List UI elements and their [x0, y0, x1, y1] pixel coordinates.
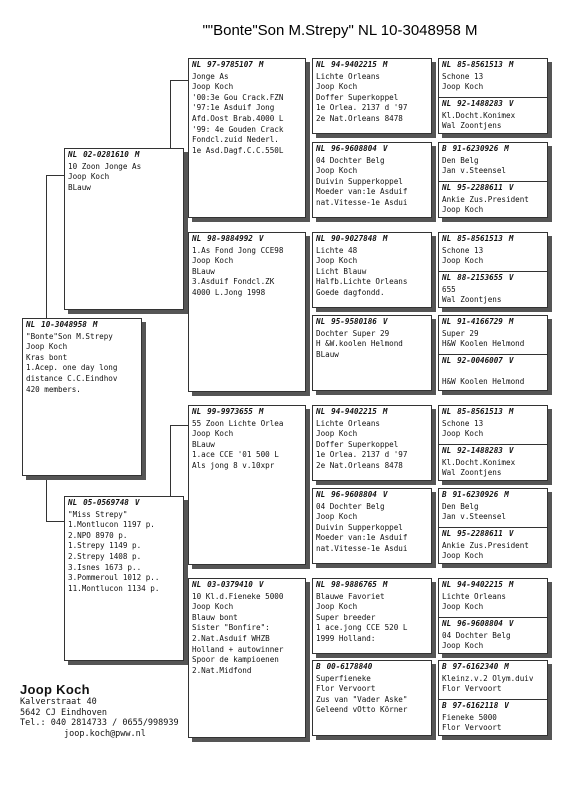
card-line: Wal Zoontjens	[442, 295, 502, 305]
connector-line	[46, 175, 47, 321]
country-code: NL	[442, 529, 452, 538]
card-line: '00:3e Gou Crack.FZN	[192, 92, 284, 102]
pigeon-card-sdd	[312, 315, 432, 391]
card-line: Als jong 8 v.10xpr	[192, 460, 275, 470]
ring-number: 92-0046007	[457, 356, 503, 365]
ring-number: 00-6178840	[326, 662, 373, 671]
card-line: Superfieneke	[316, 673, 371, 683]
country-code: NL	[442, 234, 452, 243]
pigeon-pair-card	[438, 142, 548, 218]
sex-marker: V	[258, 580, 264, 589]
ring-number: 95-9580186	[331, 317, 377, 326]
card-line: nat.Vitesse-1e Asdui	[316, 197, 408, 207]
country-code: B	[442, 701, 447, 710]
ring-number: 85-8561513	[457, 407, 503, 416]
sex-marker: M	[382, 580, 388, 589]
sex-marker: M	[382, 60, 388, 69]
card-line: Ankie Zus.President	[442, 194, 529, 204]
card-line: Halfb.Lichte Orleans	[316, 277, 408, 287]
card-line: 1 ace.jong CCE 520 L	[316, 623, 408, 633]
pigeon-card-ds	[188, 405, 306, 565]
country-code: NL	[442, 183, 452, 192]
ring-number: 03-0379410	[207, 580, 253, 589]
sex-marker: M	[382, 234, 388, 243]
card-line: Moeder van:1e Asduif	[316, 533, 408, 543]
country-code: NL	[442, 580, 452, 589]
ring-number: 94-9402215	[331, 60, 377, 69]
country-code: NL	[316, 317, 326, 326]
card-line: 3.Pommeroul 1012 p..	[68, 573, 160, 583]
pigeon-pair-card	[438, 232, 548, 308]
country-code: NL	[316, 490, 326, 499]
card-line: 2.NPO 8970 p.	[68, 530, 128, 540]
sex-marker: V	[134, 498, 140, 507]
ring-number: 99-9973655	[207, 407, 253, 416]
sex-marker: M	[258, 407, 264, 416]
country-code: NL	[442, 60, 452, 69]
card-line: Goede dagfondd.	[316, 287, 385, 297]
card-line: 2e Nat.Orleans 8478	[316, 460, 403, 470]
country-code: NL	[442, 273, 452, 282]
sex-marker: V	[508, 446, 514, 455]
ring-number: 94-9402215	[331, 407, 377, 416]
card-line: 2.Strepy 1408 p.	[68, 551, 142, 561]
sex-marker: V	[508, 99, 514, 108]
card-line: Flor Vervoort	[442, 684, 502, 694]
card-line: 1e Orlea. 2137 d '97	[316, 103, 408, 113]
card-line: Kleinz.v.2 Olym.duiv	[442, 673, 534, 683]
breeder-name: Joop Koch	[20, 682, 90, 697]
pigeon-pair-card	[438, 488, 548, 564]
country-code: NL	[68, 150, 78, 159]
card-line: H&W Koolen Helmond	[442, 376, 525, 386]
country-code: NL	[26, 320, 36, 329]
card-line: Joop Koch	[192, 602, 234, 612]
card-line: 1.Acep. one day long	[26, 363, 118, 373]
country-code: NL	[316, 234, 326, 243]
card-line: 1999 Holland:	[316, 633, 376, 643]
sex-marker: M	[508, 580, 514, 589]
card-line: Joop Koch	[316, 602, 358, 612]
sex-marker: M	[134, 150, 140, 159]
pigeon-card-sire	[64, 148, 184, 310]
card-line: "Miss Strepy"	[68, 509, 128, 519]
connector-line	[46, 521, 66, 522]
card-line: BLauw	[192, 439, 215, 449]
card-line: H&W Koolen Helmond	[442, 339, 525, 349]
card-line: 10 Zoon Jonge As	[68, 161, 142, 171]
sex-marker: M	[504, 490, 509, 499]
ring-number: 97-6162118	[452, 701, 499, 710]
card-line: Moeder van:1e Asduif	[316, 187, 408, 197]
card-line: Lichte Orleans	[316, 418, 381, 428]
card-line: Afd.Oost Brab.4000 L	[192, 113, 284, 123]
card-line: Jan v.Steensel	[442, 512, 507, 522]
card-line: Joop Koch	[442, 641, 484, 651]
page-title: ""Bonte"Son M.Strepy" NL 10-3048958 M	[202, 22, 478, 39]
card-line: 2.Nat.Midfond	[192, 665, 252, 675]
country-code: NL	[442, 99, 452, 108]
card-line: Joop Koch	[316, 512, 358, 522]
card-line: Joop Koch	[68, 172, 110, 182]
ring-number: 94-9402215	[457, 580, 503, 589]
card-line: Duivin Supperkoppel	[316, 522, 403, 532]
card-line: 420 members.	[26, 384, 81, 394]
card-line: Joop Koch	[192, 256, 234, 266]
sex-marker: V	[508, 529, 514, 538]
pigeon-card-ssd	[312, 142, 432, 218]
card-line: 1e Orlea. 2137 d '97	[316, 450, 408, 460]
sex-marker: V	[508, 356, 514, 365]
card-line: Schone 13	[442, 418, 484, 428]
country-code: NL	[316, 60, 326, 69]
pigeon-card-subject	[22, 318, 142, 476]
card-line: Joop Koch	[442, 205, 484, 215]
card-line: distance C.C.Eindhov	[26, 373, 118, 383]
pigeon-pair-card	[438, 578, 548, 654]
card-line: Joop Koch	[316, 82, 358, 92]
card-line: 11.Montlucon 1134 p.	[68, 583, 160, 593]
pigeon-pair-card	[438, 315, 548, 391]
card-line: 04 Dochter Belg	[316, 155, 385, 165]
ring-number: 98-9886765	[331, 580, 377, 589]
sex-marker: M	[508, 317, 514, 326]
ring-number: 02-0281610	[83, 150, 129, 159]
card-line: '99: 4e Gouden Crack	[192, 124, 284, 134]
card-line: Dochter Super 29	[316, 328, 390, 338]
country-code: NL	[192, 407, 202, 416]
sex-marker: M	[508, 60, 514, 69]
card-line: Schone 13	[442, 245, 484, 255]
pigeon-card-dsd	[312, 488, 432, 564]
card-line: H &W.koolen Helmond	[316, 339, 403, 349]
card-line: Blauwe Favoriet	[316, 591, 385, 601]
ring-number: 85-8561513	[457, 234, 503, 243]
card-line: 55 Zoon Lichte Orlea	[192, 418, 284, 428]
country-code: NL	[442, 407, 452, 416]
card-line: 3.Isnes 1673 p..	[68, 562, 142, 572]
card-line: Joop Koch	[442, 256, 484, 266]
ring-number: 97-6162340	[452, 662, 499, 671]
card-line: Jan v.Steensel	[442, 166, 507, 176]
sex-marker: V	[508, 619, 514, 628]
connector-line	[170, 425, 190, 426]
pigeon-pair-card	[438, 58, 548, 134]
connector-line	[170, 80, 171, 148]
country-code: NL	[316, 407, 326, 416]
country-code: B	[442, 490, 447, 499]
card-line: 04 Dochter Belg	[316, 501, 385, 511]
card-line: Kl.Docht.Konimex	[442, 110, 516, 120]
pigeon-card-sss	[312, 58, 432, 134]
ring-number: 05-0569748	[83, 498, 129, 507]
country-code: NL	[316, 144, 326, 153]
sex-marker: V	[508, 183, 514, 192]
sex-marker: V	[382, 490, 388, 499]
sex-marker: M	[504, 662, 509, 671]
breeder-postcode: 5642 CJ Eindhoven	[20, 707, 107, 718]
pigeon-card-dd	[188, 578, 306, 738]
sex-marker: M	[508, 407, 514, 416]
ring-number: 95-2288611	[457, 529, 503, 538]
country-code: NL	[442, 446, 452, 455]
ring-number: 96-9608804	[331, 490, 377, 499]
connector-line	[170, 80, 190, 81]
card-line: Joop Koch	[192, 429, 234, 439]
ring-number: 97-9785107	[207, 60, 253, 69]
country-code: NL	[68, 498, 78, 507]
ring-number: 96-9608804	[331, 144, 377, 153]
ring-number: 90-9027848	[331, 234, 377, 243]
sex-marker: M	[92, 320, 98, 329]
ring-number: 92-1488283	[457, 99, 503, 108]
card-line: Holland + autowinner	[192, 644, 284, 654]
pigeon-card-ddd	[312, 660, 432, 736]
breeder-phone: Tel.: 040 2814733 / 0655/998939	[20, 718, 179, 728]
card-line: 1.Strepy 1149 p.	[68, 541, 142, 551]
pigeon-card-dss	[312, 405, 432, 481]
breeder-contact	[20, 682, 179, 739]
card-line: BLauw	[316, 349, 339, 359]
card-line: Lichte Orleans	[442, 591, 507, 601]
card-line: 1.As Fond Jong CCE98	[192, 245, 284, 255]
card-line: 1.ace CCE '01 500 L	[192, 450, 279, 460]
card-line: Joop Koch	[316, 256, 358, 266]
card-line: Joop Koch	[316, 166, 358, 176]
card-line: Den Belg	[442, 501, 479, 511]
card-line: Licht Blauw	[316, 266, 367, 276]
card-line: "Bonte"Son M.Strepy	[26, 331, 113, 341]
card-line: Doffer Superkoppel	[316, 92, 399, 102]
ring-number: 91-6230926	[452, 144, 499, 153]
pigeon-card-dds	[312, 578, 432, 654]
card-line: Lichte 48	[316, 245, 358, 255]
card-line: Joop Koch	[442, 551, 484, 561]
pigeon-pair-card	[438, 405, 548, 481]
card-line: 2e Nat.Orleans 8478	[316, 113, 403, 123]
card-line: Doffer Superkoppel	[316, 439, 399, 449]
card-line: nat.Vitesse-1e Asdui	[316, 543, 408, 553]
pigeon-card-dam	[64, 496, 184, 661]
card-line: 4000 L.Jong 1998	[192, 287, 266, 297]
card-line: Sister "Bonfire":	[192, 623, 270, 633]
card-line: 655	[442, 284, 456, 294]
card-line: 1.Montlucon 1197 p.	[68, 520, 155, 530]
card-line: Wal Zoontjens	[442, 121, 502, 131]
breeder-address: Kalverstraat 40	[20, 697, 97, 707]
card-line: BLauw	[68, 182, 91, 192]
card-line: '97:1e Asduif Jong	[192, 103, 275, 113]
ring-number: 91-4166729	[457, 317, 503, 326]
ring-number: 92-1488283	[457, 446, 503, 455]
sex-marker: M	[504, 144, 509, 153]
breeder-email[interactable]: joop.koch@pww.nl	[64, 728, 146, 739]
ring-number: 10-3048958	[41, 320, 87, 329]
card-line: Joop Koch	[442, 429, 484, 439]
sex-marker: V	[382, 317, 388, 326]
card-line: BLauw	[192, 266, 215, 276]
card-line: Spoor de kampioenen	[192, 655, 279, 665]
card-line: Super 29	[442, 328, 479, 338]
ring-number: 85-8561513	[457, 60, 503, 69]
connector-line	[46, 475, 47, 521]
country-code: NL	[442, 356, 452, 365]
country-code: NL	[442, 619, 452, 628]
card-line: Kras bont	[26, 352, 68, 362]
card-line: 10 Kl.d.Fieneke 5000	[192, 591, 284, 601]
card-line: Blauw bont	[192, 612, 238, 622]
card-line: Den Belg	[442, 155, 479, 165]
connector-line	[46, 175, 66, 176]
ring-number: 88-2153655	[457, 273, 503, 282]
ring-number: 96-9608804	[457, 619, 503, 628]
ring-number: 91-6230926	[452, 490, 499, 499]
sex-marker: V	[508, 273, 514, 282]
card-line: 1e Asd.Dagf.C.C.550L	[192, 145, 284, 155]
card-line: Kl.Docht.Konimex	[442, 457, 516, 467]
card-line: Lichte Orleans	[316, 71, 381, 81]
ring-number: 98-9884992	[207, 234, 253, 243]
sex-marker: V	[258, 234, 264, 243]
country-code: NL	[316, 580, 326, 589]
card-line: Wal Zoontjens	[442, 468, 502, 478]
card-line: Flor Vervoort	[316, 684, 376, 694]
pigeon-card-sd	[188, 232, 306, 392]
card-line: Jonge As	[192, 71, 229, 81]
sex-marker: V	[504, 701, 509, 710]
card-line: Ankie Zus.President	[442, 540, 529, 550]
card-line: Joop Koch	[442, 82, 484, 92]
country-code: B	[316, 662, 321, 671]
sex-marker: M	[258, 60, 264, 69]
card-line: Joop Koch	[192, 82, 234, 92]
card-line: Joop Koch	[442, 602, 484, 612]
card-line: Duivin Supperkoppel	[316, 176, 403, 186]
card-line: Joop Koch	[26, 342, 68, 352]
country-code: B	[442, 662, 447, 671]
card-line: Schone 13	[442, 71, 484, 81]
card-line: Fieneke 5000	[442, 712, 497, 722]
pigeon-card-sds	[312, 232, 432, 308]
sex-marker: M	[508, 234, 514, 243]
country-code: NL	[192, 234, 202, 243]
country-code: NL	[192, 60, 202, 69]
card-line: Zus van "Vader Aske"	[316, 694, 408, 704]
card-line: Geleend vOtto Körner	[316, 705, 408, 715]
card-line: 04 Dochter Belg	[442, 630, 511, 640]
connector-line	[170, 425, 171, 498]
card-line: Fondcl.zuid Nederl.	[192, 135, 279, 145]
card-line: Flor Vervoort	[442, 723, 502, 733]
card-line: 3.Asduif Fondcl.ZK	[192, 277, 275, 287]
card-line: Joop Koch	[316, 429, 358, 439]
card-line: 2.Nat.Asduif WHZB	[192, 633, 270, 643]
pigeon-card-ss	[188, 58, 306, 218]
country-code: NL	[192, 580, 202, 589]
pigeon-pair-card	[438, 660, 548, 736]
sex-marker: M	[382, 407, 388, 416]
ring-number: 95-2288611	[457, 183, 503, 192]
sex-marker: V	[382, 144, 388, 153]
country-code: B	[442, 144, 447, 153]
country-code: NL	[442, 317, 452, 326]
card-line: Super breeder	[316, 612, 376, 622]
